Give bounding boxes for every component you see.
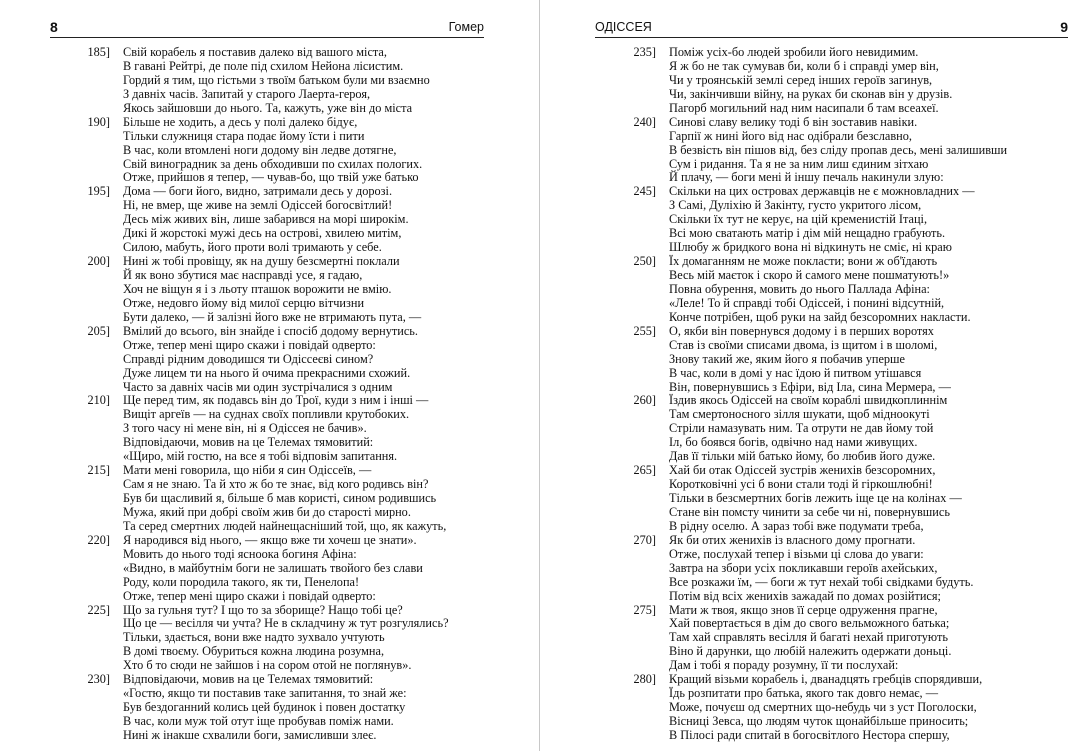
line-number: 190] bbox=[87, 114, 110, 129]
verse-line bbox=[626, 144, 1076, 158]
verse-text: Я ж бо не так сумував би, коли б і справді умер він, bbox=[669, 58, 939, 73]
verse-text: Мовить до нього тоді ясноока богиня Афіна: bbox=[123, 546, 357, 561]
verse-text: Часто за давніх часів ми один зустрічалися з одним bbox=[123, 379, 393, 394]
verse-line bbox=[80, 227, 530, 241]
line-number: 230] bbox=[87, 672, 110, 687]
verse-line bbox=[80, 604, 530, 618]
verse-line bbox=[626, 158, 1076, 172]
verse-line bbox=[80, 534, 530, 548]
verse-text: Що за гульня тут? І що то за зборище? Нащо тобі це? bbox=[123, 602, 403, 617]
verse-line bbox=[80, 576, 530, 590]
verse-line bbox=[626, 353, 1076, 367]
verse-line bbox=[80, 617, 530, 631]
verse-text: Гарпії ж нині його від нас одібрали безславно, bbox=[669, 128, 912, 143]
line-number: 265] bbox=[633, 463, 656, 478]
verse-text: В рідну оселю. А зараз тобі вже подумати треба, bbox=[669, 518, 924, 533]
verse-text: Іл, бо боявся богів, одвічно над нами живущих. bbox=[669, 435, 918, 450]
verse-text: Був бездоганний колись цей будинок і повен достатку bbox=[123, 700, 406, 715]
verse-line bbox=[626, 562, 1076, 576]
verse-line bbox=[626, 534, 1076, 548]
verse-line bbox=[80, 353, 530, 367]
verse-text: Все розкажи їм, — боги ж тут нехай тобі свідками будуть. bbox=[669, 574, 974, 589]
verse-line bbox=[80, 436, 530, 450]
verse-line bbox=[626, 185, 1076, 199]
verse-line bbox=[626, 436, 1076, 450]
verse-text: Потім від всіх женихів зажадай по домах розійтися; bbox=[669, 588, 941, 603]
verse-text: Я народився від нього, — якщо вже ти хочеш це знати». bbox=[123, 532, 417, 547]
verse-text: Віно й дарунки, що любій належить одержати доньці. bbox=[669, 644, 952, 659]
line-number: 210] bbox=[87, 393, 110, 408]
verse-text: Скільки їх тут не керує, на цій кременистій Ітаці, bbox=[669, 212, 928, 227]
right-running-title: ОДІССЕЯ bbox=[595, 20, 652, 34]
verse-line bbox=[626, 645, 1076, 659]
verse-text: Отже, послухай тепер і візьми ці слова до уваги: bbox=[669, 546, 924, 561]
verse-line bbox=[80, 213, 530, 227]
verse-text: Сам я не знаю. Та й хто ж бо те знає, від кого родивсь він? bbox=[123, 477, 429, 492]
verse-text: Тільки, здається, вони вже надто зухвало учтують bbox=[123, 630, 385, 645]
verse-line bbox=[80, 74, 530, 88]
verse-text: Там смертоносного зілля шукати, щоб мідноокуті bbox=[669, 407, 930, 422]
verse-text: Стане він помсту чинити за себе чи ні, повернувшись bbox=[669, 504, 950, 519]
verse-text: Роду, коли породила такого, як ти, Пенелопа! bbox=[123, 574, 360, 589]
verse-line bbox=[626, 548, 1076, 562]
verse-line bbox=[626, 116, 1076, 130]
verse-text: З Самі, Дуліхію й Закінту, густо укритого лісом, bbox=[669, 198, 922, 213]
verse-line bbox=[80, 60, 530, 74]
verse-text: Вісниці Зевса, що людям чуток щонайбільше приносить; bbox=[669, 714, 969, 728]
verse-text: Вмілий до всього, він знайде і спосіб додому вернутись. bbox=[123, 323, 418, 338]
verse-text: Там хай справлять весілля й багаті нехай приготують bbox=[669, 630, 948, 645]
verse-text: Дуже лицем ти на нього й очима прекрасними схожий. bbox=[123, 365, 411, 380]
verse-line bbox=[626, 701, 1076, 715]
verse-text: Отже, тепер мені щиро скажи і повідай одверто: bbox=[123, 337, 376, 352]
verse-line bbox=[80, 673, 530, 687]
line-number: 225] bbox=[87, 602, 110, 617]
line-number: 270] bbox=[633, 532, 656, 547]
line-number: 250] bbox=[633, 254, 656, 269]
verse-text: В Пілосі ради спитай в богосвітлого Нестора спершу, bbox=[669, 727, 950, 742]
verse-text: Силою, мабуть, його проти волі тримають у себе. bbox=[123, 240, 382, 255]
left-running-title: Гомер bbox=[448, 20, 484, 34]
verse-text: Відповідаючи, мовив на це Телемах тямовитий: bbox=[123, 672, 374, 687]
verse-line bbox=[626, 325, 1076, 339]
verse-text: В безвість він пішов від, без сліду пропав десь, мені залишивши bbox=[669, 142, 1008, 157]
verse-text: Отже, тепер мені щиро скажи і повідай одверто: bbox=[123, 588, 376, 603]
verse-text: Весь мій маєток і скоро й самого мене пошматують!» bbox=[669, 268, 950, 282]
verse-line bbox=[80, 394, 530, 408]
line-number: 185] bbox=[87, 45, 110, 59]
verse-text: В час, коли муж той отут іще пробував поміж нами. bbox=[123, 714, 394, 728]
verse-text: Нині ж тобі провіщу, як на душу безсмертні поклали bbox=[123, 254, 400, 269]
verse-line bbox=[80, 88, 530, 102]
left-page-header bbox=[50, 19, 484, 38]
verse-line bbox=[80, 311, 530, 325]
line-number: 205] bbox=[87, 323, 110, 338]
verse-text: Відповідаючи, мовив на це Телемах тямовитий: bbox=[123, 435, 374, 450]
verse-text: «Гостю, якщо ти поставив таке запитання, то знай же: bbox=[123, 686, 407, 701]
verse-line bbox=[626, 60, 1076, 74]
verse-text: Десь між живих він, лише забарився на морі широкім. bbox=[123, 212, 409, 227]
verse-text: Мати ж твоя, якщо знов її серце одруження прагне, bbox=[669, 602, 938, 617]
verse-text: Всі мою сватають матір і дім мій нещадно грабують. bbox=[669, 226, 946, 241]
verse-line bbox=[80, 185, 530, 199]
verse-text: Що це — весілля чи учта? Не в складчину ж тут розгулялись? bbox=[123, 616, 449, 631]
verse-text: Гордий я тим, що гістьми з твоїм батьком були ми взаємно bbox=[123, 72, 430, 87]
verse-line bbox=[80, 590, 530, 604]
verse-line bbox=[626, 394, 1076, 408]
verse-line bbox=[80, 687, 530, 701]
verse-line bbox=[80, 715, 530, 729]
verse-text: В час, коли в домі у нас їдою й питвом утішався bbox=[669, 365, 922, 380]
verse-line bbox=[626, 631, 1076, 645]
verse-line bbox=[626, 408, 1076, 422]
verse-text: Дома — боги його, видно, затримали десь у дорозі. bbox=[123, 184, 393, 199]
verse-text: Став із своїми списами двома, із щитом і в шоломі, bbox=[669, 337, 938, 352]
verse-text: Як би отих женихів із власного дому прогнати. bbox=[669, 532, 916, 547]
verse-line bbox=[626, 673, 1076, 687]
right-page bbox=[540, 0, 1080, 751]
verse-line bbox=[80, 199, 530, 213]
verse-line bbox=[80, 130, 530, 144]
verse-line bbox=[80, 478, 530, 492]
verse-line bbox=[80, 144, 530, 158]
verse-line bbox=[80, 269, 530, 283]
verse-text: В час, коли втомлені ноги додому він ледве дотягне, bbox=[123, 142, 397, 157]
verse-line bbox=[80, 241, 530, 255]
verse-line bbox=[626, 604, 1076, 618]
left-verse-lines bbox=[80, 46, 530, 743]
verse-line bbox=[626, 283, 1076, 297]
verse-text: Повна обурення, мовить до нього Паллада Афіна: bbox=[669, 281, 930, 296]
verse-text: «Леле! То й справді тобі Одіссей, і понині відсутній, bbox=[669, 295, 945, 310]
verse-line bbox=[626, 171, 1076, 185]
verse-line bbox=[626, 227, 1076, 241]
verse-text: Тільки служниця стара подає йому їсти і пити bbox=[123, 128, 365, 143]
verse-line bbox=[80, 325, 530, 339]
verse-line bbox=[626, 339, 1076, 353]
verse-line bbox=[80, 46, 530, 60]
verse-line bbox=[80, 283, 530, 297]
verse-text: Їздив якось Одіссей на своїм кораблі швидкоплиннім bbox=[669, 393, 948, 408]
verse-line bbox=[626, 506, 1076, 520]
verse-line bbox=[626, 492, 1076, 506]
left-page-number: 8 bbox=[50, 19, 58, 35]
line-number: 235] bbox=[633, 45, 656, 59]
verse-line bbox=[80, 171, 530, 185]
verse-text: Отже, недовго йому від милої серцю вітчизни bbox=[123, 295, 365, 310]
verse-text: Хай би отак Одіссей зустрів женихів безсоромних, bbox=[669, 463, 936, 478]
verse-line bbox=[626, 520, 1076, 534]
verse-text: Вищіт аргеїв — на суднах своїх попливли крутобоких. bbox=[123, 407, 410, 422]
right-verse-lines bbox=[626, 46, 1076, 743]
verse-text: Хай повертається в дім до свого вельможного батька; bbox=[669, 616, 950, 631]
verse-line bbox=[626, 422, 1076, 436]
verse-text: Дав її тільки мій батько йому, бо любив його дуже. bbox=[669, 449, 936, 464]
verse-line bbox=[80, 450, 530, 464]
verse-text: Шлюбу ж бридкого вона ні відкинуть не сміє, ні краю bbox=[669, 240, 952, 255]
verse-line bbox=[626, 269, 1076, 283]
verse-text: Ще перед тим, як подавсь він до Трої, куди з ним і інші — bbox=[123, 393, 429, 408]
verse-line bbox=[80, 367, 530, 381]
verse-text: Скільки на цих островах державців не є можновладних — bbox=[669, 184, 975, 199]
verse-text: Їдь розпитати про батька, якого так довго немає, — bbox=[669, 686, 938, 701]
verse-line bbox=[80, 158, 530, 172]
line-number: 200] bbox=[87, 254, 110, 269]
line-number: 215] bbox=[87, 463, 110, 478]
verse-text: Мати мені говорила, що ніби я син Одіссеїв, — bbox=[123, 463, 372, 478]
verse-text: Був би щасливий я, більше б мав користі, сином родившись bbox=[123, 491, 437, 505]
verse-line bbox=[80, 102, 530, 116]
verse-line bbox=[80, 520, 530, 534]
verse-line bbox=[626, 715, 1076, 729]
verse-line bbox=[626, 46, 1076, 60]
verse-text: Синові славу велику тоді б він зоставив навіки. bbox=[669, 114, 918, 129]
verse-text: Нині ж інакше схвалили боги, замисливши злеє. bbox=[123, 727, 377, 742]
verse-line bbox=[80, 548, 530, 562]
verse-line bbox=[80, 506, 530, 520]
verse-text: Знову такий же, яким його я побачив уперше bbox=[669, 351, 905, 366]
verse-text: О, якби він повернувся додому і в перших воротях bbox=[669, 323, 934, 338]
verse-text: Ні, не вмер, ще живе на землі Одіссей богосвітлий! bbox=[123, 198, 393, 213]
verse-line bbox=[80, 492, 530, 506]
verse-text: Свій виноградник за день обходивши по схилах пологих. bbox=[123, 156, 423, 171]
verse-line bbox=[626, 255, 1076, 269]
verse-text: Дикі й жорстокі мужі десь на острові, хвилею митім, bbox=[123, 226, 402, 241]
line-number: 260] bbox=[633, 393, 656, 408]
verse-text: Чи, закінчивши війну, на руках би сконав він у друзів. bbox=[669, 86, 953, 101]
verse-line bbox=[626, 199, 1076, 213]
verse-line bbox=[80, 255, 530, 269]
right-page-number: 9 bbox=[1060, 19, 1068, 35]
verse-text: Сум і ридання. Та я не за ним лиш єдиним зітхаю bbox=[669, 156, 929, 171]
verse-text: З того часу ні мене він, ні я Одіссея не бачив». bbox=[123, 421, 367, 436]
verse-text: Якось зайшовши до нього. Та, кажуть, уже він до міста bbox=[123, 100, 413, 115]
verse-text: «Щиро, мій гостю, на все я тобі відповім запитання. bbox=[123, 449, 398, 464]
verse-text: Чи у троянській землі серед інших героїв загинув, bbox=[669, 72, 933, 87]
verse-text: З давніх часів. Запитай у старого Лаерта-героя, bbox=[123, 86, 371, 101]
verse-text: Отже, прийшов я тепер, — чував-бо, що твій уже батько bbox=[123, 170, 419, 185]
verse-text: Справді рідним доводишся ти Одіссеєві сином? bbox=[123, 351, 374, 366]
line-number: 195] bbox=[87, 184, 110, 199]
verse-line bbox=[626, 590, 1076, 604]
verse-text: Завтра на збори усіх покликавши героїв ахейських, bbox=[669, 560, 938, 575]
verse-text: В домі твоєму. Обуриться кожна людина розумна, bbox=[123, 644, 385, 659]
verse-line bbox=[80, 339, 530, 353]
verse-text: Хто б то сюди не зайшов і на сором отой не поглянув». bbox=[123, 658, 412, 673]
verse-line bbox=[626, 464, 1076, 478]
line-number: 220] bbox=[87, 532, 110, 547]
verse-line bbox=[626, 213, 1076, 227]
verse-line bbox=[80, 422, 530, 436]
verse-line bbox=[80, 381, 530, 395]
line-number: 255] bbox=[633, 323, 656, 338]
verse-line bbox=[80, 116, 530, 130]
line-number: 240] bbox=[633, 114, 656, 129]
verse-line bbox=[80, 729, 530, 743]
verse-line bbox=[626, 576, 1076, 590]
line-number: 245] bbox=[633, 184, 656, 199]
verse-text: В гавані Рейтрі, де поле під схилом Нейона лісистим. bbox=[123, 58, 404, 73]
verse-line bbox=[626, 74, 1076, 88]
right-page-header bbox=[595, 19, 1068, 38]
verse-text: Мужа, який при добрі своїм жив би до старості мирно. bbox=[123, 504, 411, 519]
verse-text: Та серед смертних людей найнещасніший той, що, як кажуть, bbox=[123, 518, 447, 533]
verse-line bbox=[626, 687, 1076, 701]
verse-line bbox=[80, 631, 530, 645]
verse-text: Пагорб могильний над ним насипали б там всеахеї. bbox=[669, 100, 939, 115]
verse-text: Конче потрібен, щоб руки на зайд безсоромних накласти. bbox=[669, 309, 971, 324]
verse-text: Хоч не віщун я і з льоту пташок ворожити не вмію. bbox=[123, 281, 392, 296]
verse-text: Бути далеко, — й залізні його вже не втримають пута, — bbox=[123, 309, 422, 324]
verse-line bbox=[626, 88, 1076, 102]
verse-line bbox=[626, 478, 1076, 492]
verse-line bbox=[626, 659, 1076, 673]
verse-text: Кращий візьми корабель і, дванадцять гребців спорядивши, bbox=[669, 672, 983, 687]
verse-text: Більше не ходить, а десь у полі далеко бідує, bbox=[123, 114, 358, 129]
verse-line bbox=[626, 102, 1076, 116]
verse-text: Й плачу, — боги мені й іншу печаль накинули злую: bbox=[669, 170, 944, 185]
verse-text: Й як воно збутися має насправді усе, я гадаю, bbox=[123, 268, 363, 282]
verse-line bbox=[80, 645, 530, 659]
verse-line bbox=[626, 367, 1076, 381]
verse-text: Дам і тобі я пораду розумну, її ти послухай: bbox=[669, 658, 899, 673]
left-page bbox=[0, 0, 539, 751]
verse-text: Поміж усіх-бо людей зробили його невидимим. bbox=[669, 45, 919, 59]
verse-line bbox=[626, 381, 1076, 395]
verse-text: Їх домаганням не може покласти; вони ж об'їдають bbox=[669, 254, 938, 269]
verse-line bbox=[626, 311, 1076, 325]
verse-text: Може, почуєш од смертних що-небудь чи з уст Поголоски, bbox=[669, 700, 977, 715]
verse-line bbox=[80, 408, 530, 422]
verse-text: Тільки в безсмертних богів лежить іще це на колінах — bbox=[669, 491, 962, 505]
verse-line bbox=[80, 562, 530, 576]
verse-line bbox=[626, 130, 1076, 144]
verse-line bbox=[80, 659, 530, 673]
verse-line bbox=[626, 729, 1076, 743]
verse-text: Він, повернувшись з Ефіри, від Іла, сина Мермера, — bbox=[669, 379, 951, 394]
verse-line bbox=[626, 297, 1076, 311]
verse-line bbox=[80, 297, 530, 311]
verse-text: «Видно, в майбутнім боги не залишать твойого без слави bbox=[123, 560, 423, 575]
verse-text: Свій корабель я поставив далеко від вашого міста, bbox=[123, 45, 387, 59]
verse-line bbox=[626, 450, 1076, 464]
verse-text: Коротковічні усі б вони стали тоді й гіркошлюбні! bbox=[669, 477, 933, 492]
verse-line bbox=[80, 464, 530, 478]
line-number: 280] bbox=[633, 672, 656, 687]
verse-line bbox=[626, 241, 1076, 255]
line-number: 275] bbox=[633, 602, 656, 617]
verse-line bbox=[80, 701, 530, 715]
verse-line bbox=[626, 617, 1076, 631]
verse-text: Стріли намазувать ним. Та отрути не дав йому той bbox=[669, 421, 934, 436]
